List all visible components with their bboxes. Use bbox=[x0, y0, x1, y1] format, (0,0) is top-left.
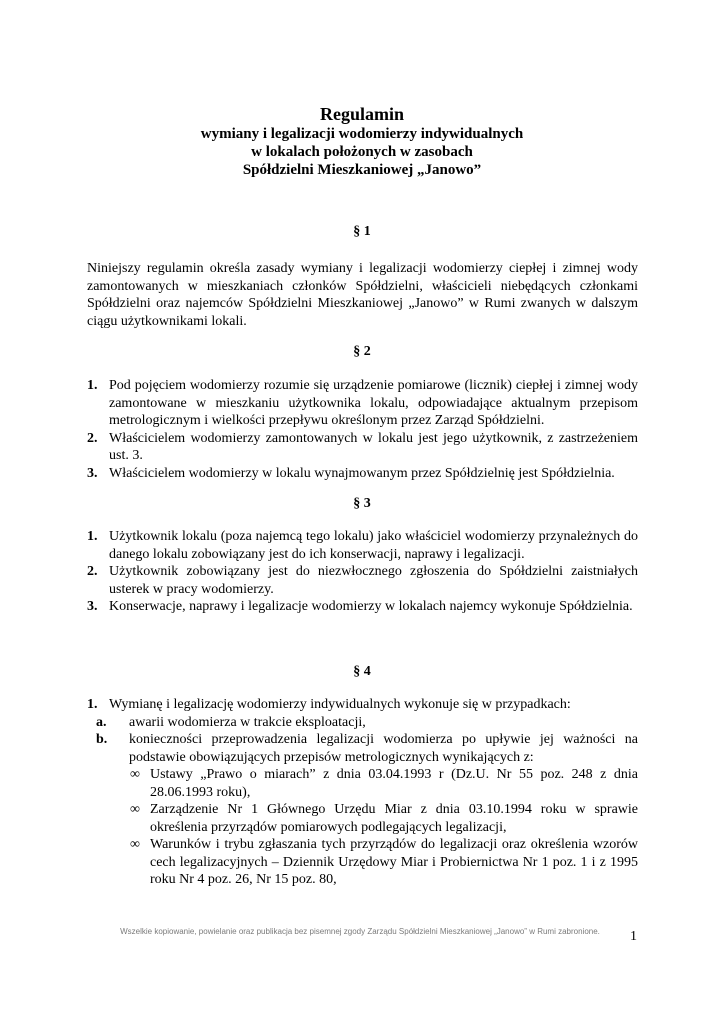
item-number: 3. bbox=[87, 599, 98, 614]
subtitle-line-1: wymiany i legalizacji wodomierzy indywidualnych bbox=[200, 126, 524, 142]
document-title: Regulamin bbox=[319, 104, 404, 124]
list-item bbox=[87, 430, 638, 465]
item-number: 1. bbox=[87, 529, 98, 544]
sub-item-letter: a. bbox=[96, 714, 107, 730]
item-number: 2. bbox=[87, 564, 98, 579]
regulation-text: Zarządzenie Nr 1 Głównego Urzędu Miar z dnia 03.10.1994 roku w sprawie określenia przyrządów pomiarowych podlegających legalizacji, bbox=[150, 802, 638, 835]
item-text: Użytkownik lokalu (poza najemcą tego lokalu) jako właściciel wodomierzy przynależnych do danego lokalu zobowiązany jest do ich konserwacji, naprawy i legalizacji. bbox=[109, 529, 638, 562]
infinity-bullet-icon: ∞ bbox=[130, 802, 140, 817]
list-item bbox=[87, 696, 638, 714]
item-text: Pod pojęciem wodomierzy rozumie się urządzenie pomiarowe (licznik) ciepłej i zimnej wody zamontowane w mieszkaniu użytkownika lokalu, odpowiadające aktualnym przepisom metrologicznym i wielkości przepływu określonym przez Zarząd Spółdzielni. bbox=[109, 378, 638, 428]
item-text: Właścicielem wodomierzy zamontowanych w lokalu jest jego użytkownik, z zastrzeżeniem ust. 3. bbox=[109, 430, 638, 463]
item-number: 2. bbox=[87, 430, 98, 446]
subtitle-line-3: Spółdzielni Mieszkaniowej „Janowo” bbox=[242, 162, 482, 178]
item-text: Konserwacje, naprawy i legalizacje wodomierzy w lokalach najemcy wykonuje Spółdzielnia. bbox=[109, 599, 633, 614]
regulation-text: Ustawy „Prawo o miarach” z dnia 03.04.1993 r (Dz.U. Nr 55 poz. 248 z dnia 28.06.1993 roku), bbox=[150, 767, 638, 800]
item-number: 3. bbox=[87, 465, 98, 481]
item-text: Właścicielem wodomierzy w lokalu wynajmowanym przez Spółdzielnię jest Spółdzielnia. bbox=[109, 465, 615, 481]
list-item bbox=[87, 377, 638, 430]
list-item bbox=[87, 563, 638, 598]
page-number: 1 bbox=[630, 929, 637, 944]
item-text: Wymianę i legalizację wodomierzy indywidualnych wykonuje się w przypadkach: bbox=[109, 697, 571, 712]
section-1-text: Niniejszy regulamin określa zasady wymiany i legalizacji wodomierzy ciepłej i zimnej wody zamontowanych w mieszkaniach członków Spółdzielni, właścicieli niebędących członkami Spółdzielni oraz najemców Spółdzielni Mieszkaniowej „Janowo” w Rumi zwanych w dalszym ciągu użytkownikami lokali. bbox=[87, 261, 638, 329]
section-2-list bbox=[87, 377, 638, 482]
section-2-heading: § 2 bbox=[353, 344, 371, 359]
regulation-item bbox=[87, 766, 638, 801]
sub-item-letter: b. bbox=[96, 732, 108, 747]
section-4-heading: § 4 bbox=[353, 664, 371, 679]
sub-item-text: awarii wodomierza w trakcie eksploatacji, bbox=[129, 714, 366, 730]
title-block bbox=[0, 103, 724, 179]
regulation-text: Warunków i trybu zgłaszania tych przyrządów do legalizacji oraz określenia wzorów cech legalizacyjnych – Dziennik Urzędowy Miar i Probiernictwa Nr 1 poz. 1 i z 1995 roku Nr 4 poz. 26, Nr 15 poz. 80, bbox=[150, 837, 638, 887]
sub-item-b bbox=[87, 731, 638, 766]
list-item bbox=[87, 598, 638, 616]
sub-item-a bbox=[87, 714, 638, 732]
infinity-bullet-icon: ∞ bbox=[130, 837, 140, 852]
subtitle-line-2: w lokalach położonych w zasobach bbox=[251, 144, 473, 160]
section-3-list bbox=[87, 528, 638, 616]
section-1-heading: § 1 bbox=[353, 224, 371, 239]
section-4-sublist bbox=[87, 714, 638, 767]
regulation-item bbox=[87, 801, 638, 836]
section-3-heading: § 3 bbox=[353, 496, 371, 511]
item-text: Użytkownik zobowiązany jest do niezwłocznego zgłoszenia do Spółdzielni zaistniałych usterek w pracy wodomierzy. bbox=[109, 564, 638, 597]
item-number: 1. bbox=[87, 697, 98, 712]
list-item bbox=[87, 528, 638, 563]
list-item bbox=[87, 465, 638, 483]
infinity-bullet-icon: ∞ bbox=[130, 767, 140, 782]
section-4-list bbox=[87, 696, 638, 714]
section-4-regulations-list bbox=[87, 766, 638, 889]
sub-item-text: konieczności przeprowadzenia legalizacji wodomierza po upływie jej ważności na podstawie obowiązujących przepisów metrologicznych wynikających z: bbox=[129, 732, 638, 765]
footer-copyright-note: Wszelkie kopiowanie, powielanie oraz publikacja bez pisemnej zgody Zarządu Spółdzielni Mieszkaniowej „Janowo” w Rumi zabronione. bbox=[120, 927, 600, 936]
regulation-item bbox=[87, 836, 638, 889]
item-number: 1. bbox=[87, 378, 98, 393]
